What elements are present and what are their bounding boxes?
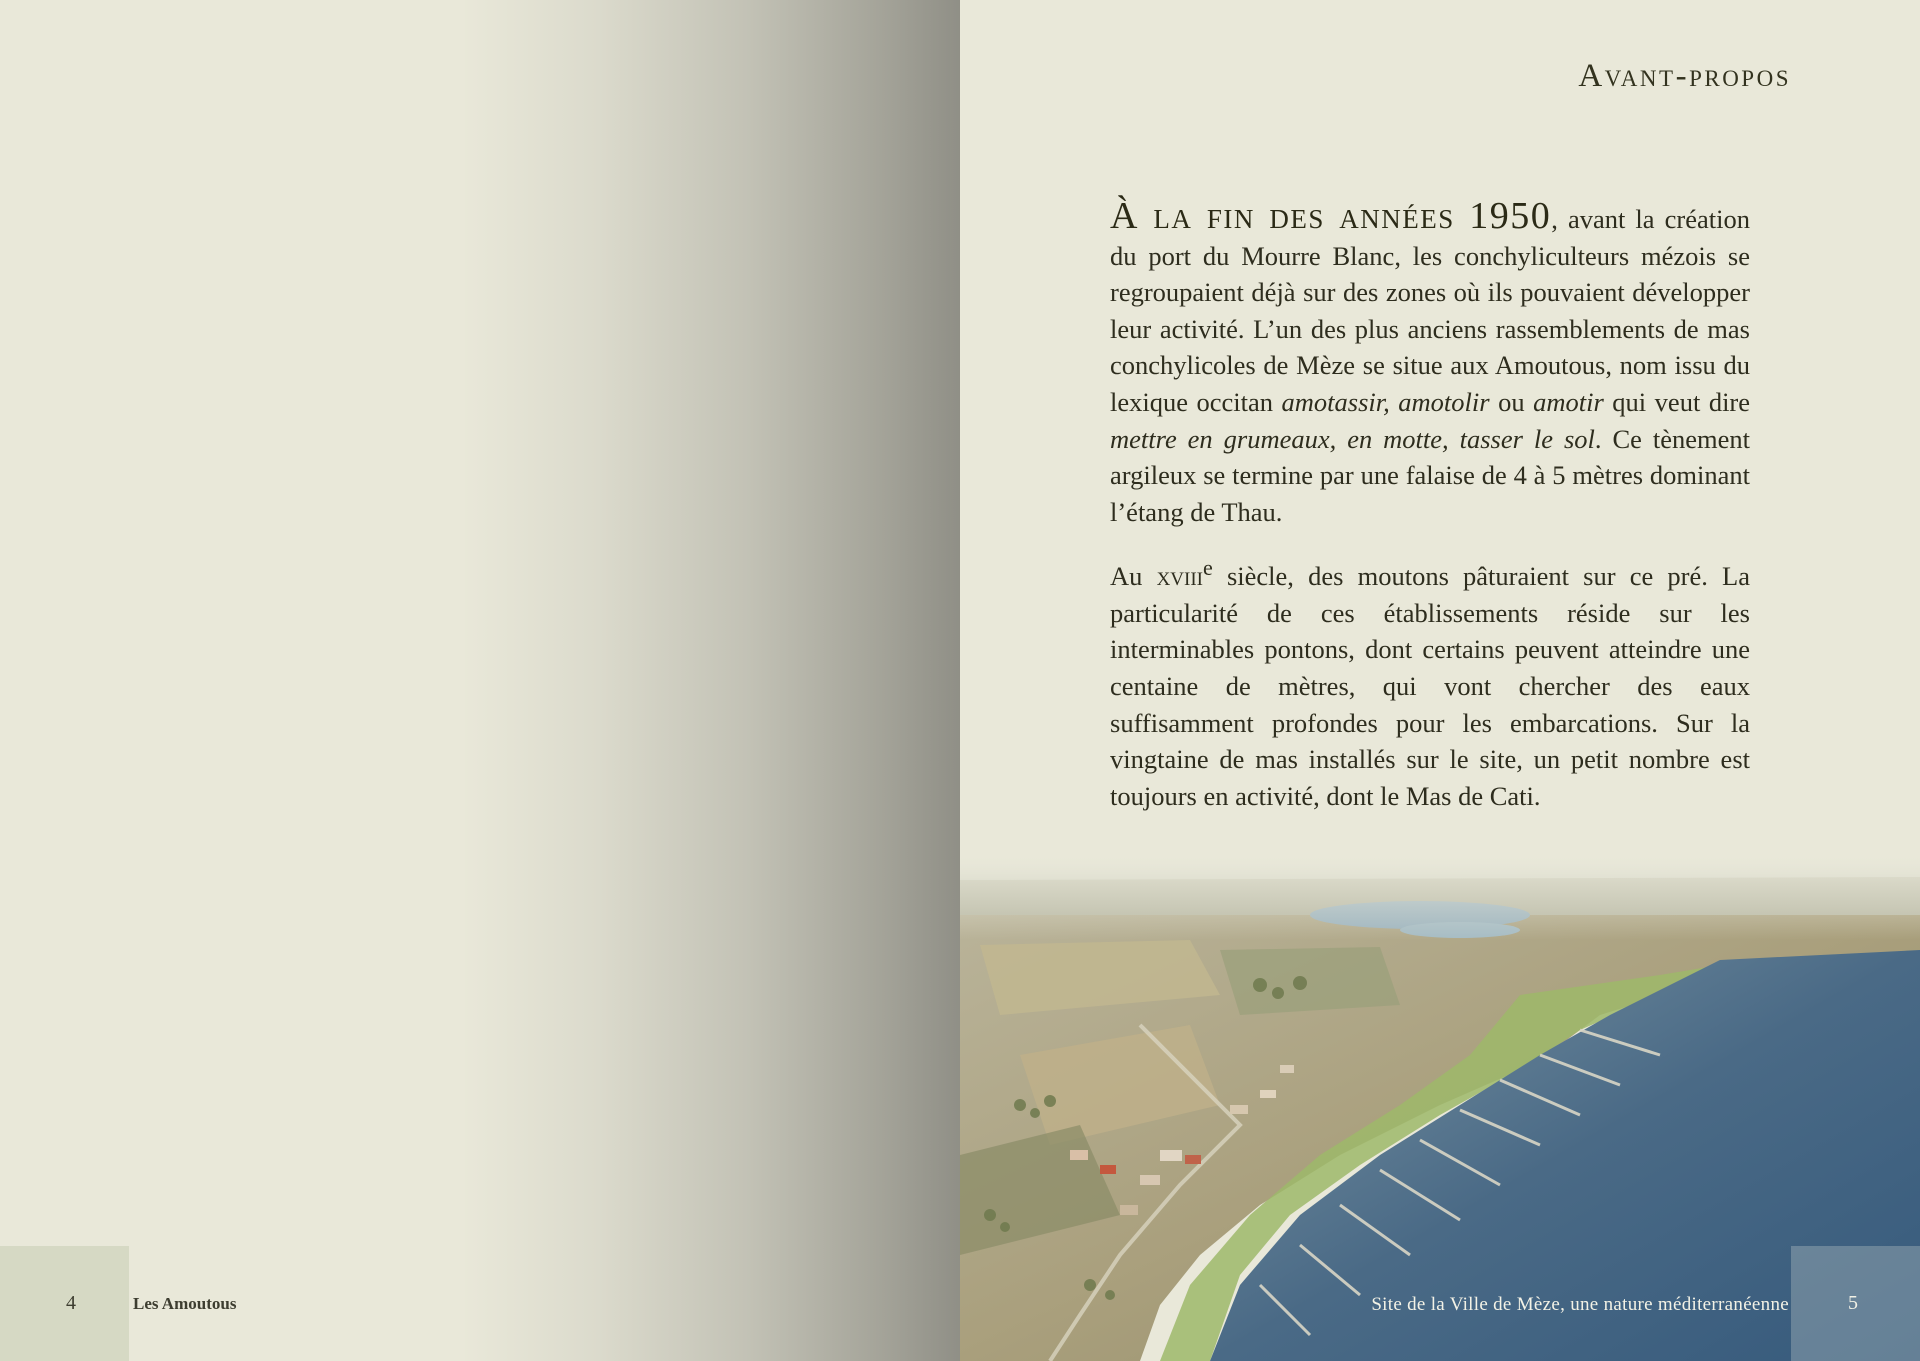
building-9 [1280, 1065, 1294, 1073]
building-8 [1120, 1205, 1138, 1215]
century-suffix: e [1203, 555, 1213, 581]
occitan-word-1: amotassir, amotolir [1281, 386, 1490, 417]
building-4 [1185, 1155, 1201, 1164]
building-1 [1070, 1150, 1088, 1160]
paragraph-2-text-b: siècle, des moutons pâturaient sur ce pré. La particularité de ces établissements réside sur les interminables pontons, dont certains peuvent atteindre une centaine de mètres, qui vont chercher des eaux suffisamment profondes pour les embarcations. Sur la vingtaine de mas installés sur le site, un petit nombre est toujours en activité, dont le Mas de Cati. [1110, 561, 1750, 811]
tree-2 [1030, 1108, 1040, 1118]
photo-field-2 [1220, 947, 1400, 1015]
photo-top-fade [960, 850, 1920, 940]
building-5 [1140, 1175, 1160, 1185]
running-footer: Site de la Ville de Mèze, une nature méditerranéenne [1371, 1294, 1789, 1315]
building-3 [1160, 1150, 1182, 1161]
building-7 [1260, 1090, 1276, 1098]
right-page [960, 0, 1920, 1361]
paragraph-1-text-c: qui veut dire [1603, 386, 1751, 417]
definition-italic: mettre en grumeaux, en motte, tasser le sol [1110, 423, 1595, 454]
page-number-right: 5 [1848, 1292, 1858, 1314]
paragraph-1 [1110, 195, 1751, 530]
lead-in: À la fin des années 1950 [1110, 195, 1552, 237]
tree-4 [1253, 978, 1267, 992]
tree-1 [1014, 1099, 1026, 1111]
paragraph-2 [1110, 550, 1750, 814]
paragraph-2-text-a: Au [1110, 561, 1157, 592]
century-numeral: xviii [1156, 561, 1203, 592]
paragraph-1-text-b: ou [1489, 386, 1534, 417]
page-number-left: 4 [66, 1292, 76, 1314]
tree-5 [1272, 987, 1284, 999]
page-number-tab-left [0, 1246, 129, 1361]
body-text [1110, 195, 1751, 834]
tree-6 [1293, 976, 1307, 990]
tree-9 [1084, 1279, 1096, 1291]
tree-7 [984, 1209, 996, 1221]
section-title: Avant-propos [1578, 58, 1791, 94]
paragraph-1-text-a: , avant la création du port du Mourre Blanc, les conchyliculteurs mézois se regroupaient déjà sur des zones où ils pouvaient développer leur activité. L’un des plus anciens rassemblements de mas conchylicoles de Mèze se situe aux Amoutous, nom issu du lexique occitan [1110, 204, 1750, 417]
paragraph-1-text-d: . Ce tènement argileux se termine par une falaise de 4 à 5 mètres dominant l’étang de Thau. [1110, 423, 1751, 527]
tree-8 [1000, 1222, 1010, 1232]
building-2 [1100, 1165, 1116, 1174]
tree-3 [1044, 1095, 1056, 1107]
running-title: Les Amoutous [133, 1294, 237, 1313]
occitan-word-2: amotir [1533, 386, 1604, 417]
tree-10 [1105, 1290, 1115, 1300]
building-6 [1230, 1105, 1248, 1114]
